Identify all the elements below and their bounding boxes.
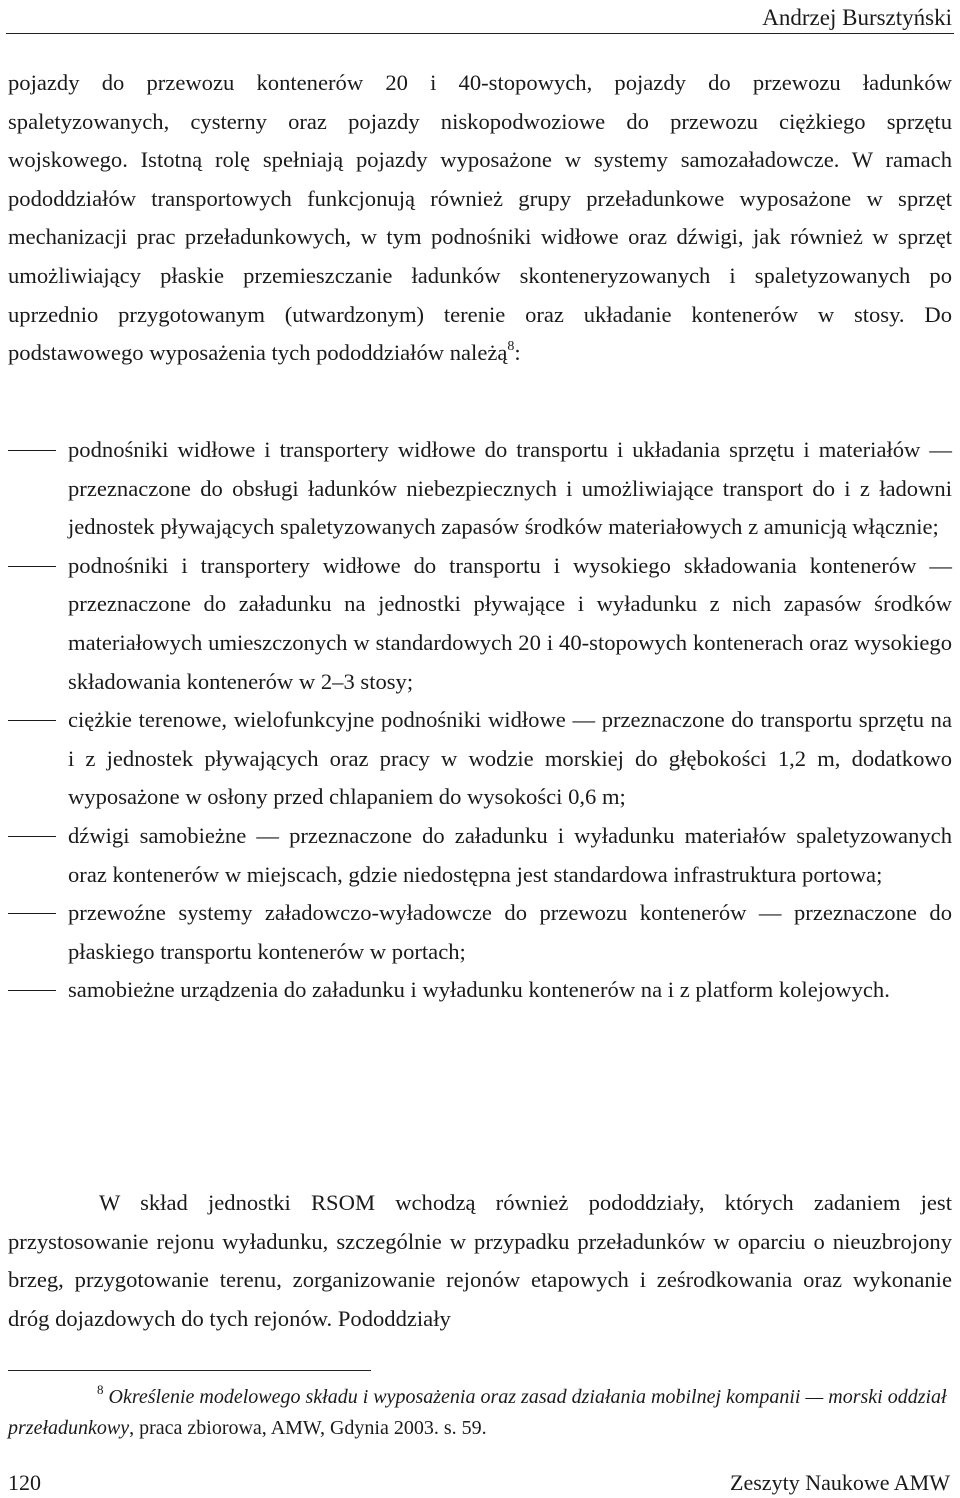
- journal-name: Zeszyty Naukowe AMW: [730, 1470, 950, 1495]
- dash-bullet: [8, 913, 56, 914]
- list-item-text: ciężkie terenowe, wielofunkcyjne podnośniki widłowe — przeznaczone do transportu sprzętu na i z jednostek pływających oraz pracy w wodzie morskiej do głębokości 1,2 m, dodatkowo wyposażone w osłony przed chlapaniem do wysokości 0,6 m;: [68, 707, 952, 810]
- list-item-text: dźwigi samobieżne — przeznaczone do załadunku i wyładunku materiałów spaletyzowanych oraz kontenerów w miejscach, gdzie niedostępna jest standardowa infrastruktura portowa;: [68, 822, 952, 887]
- body-paragraph-1: [8, 64, 952, 373]
- list-item: [8, 701, 952, 817]
- list-item-text: przewoźne systemy załadowczo-wyładowcze do przewozu kontenerów — przeznaczone do płaskiego transportu kontenerów w portach;: [68, 900, 952, 964]
- header-rule: [6, 33, 954, 34]
- list-item-text: podnośniki widłowe i transportery widłowe do transportu i układania sprzętu i materiałów — przeznaczone do obsługi ładunków niebezpiecznych i umożliwiające transport do i z ładowni jednostek pływających spaletyzowanych zapasów środków materiałowych z amunicją włącznie;: [68, 437, 952, 540]
- footnote-reference: 8: [507, 339, 515, 355]
- list-item: [8, 431, 952, 547]
- footnote-source: , praca zbiorowa, AMW, Gdynia 2003. s. 59.: [129, 1417, 487, 1439]
- list-item-text: samobieżne urządzenia do załadunku i wyładunku kontenerów na i z platform kolejowych.: [68, 977, 890, 1003]
- header-author: Andrzej Bursztyński: [762, 5, 952, 30]
- dash-bullet: [8, 566, 56, 567]
- dash-bullet: [8, 720, 56, 721]
- dash-bullet: [8, 836, 56, 837]
- footnote: [8, 1382, 952, 1444]
- list-item-text: podnośniki i transportery widłowe do transportu i wysokiego składowania kontenerów — przeznaczone do załadunku na jednostki pływające i wyładunku z nich zapasów środków materiałowych umieszczonych w standardowych 20 i 40-stopowych kontenerach oraz wysokiego składowania kontenerów w 2–3 stosy;: [68, 552, 952, 694]
- page-number: 120: [8, 1470, 41, 1495]
- list-item: [8, 971, 952, 1010]
- paragraph-1-end: :: [514, 340, 521, 366]
- list-item: [8, 817, 952, 894]
- list-item: [8, 547, 952, 701]
- footnote-number: 8: [97, 1382, 104, 1397]
- equipment-list: [8, 431, 952, 1010]
- footnote-separator: [8, 1370, 371, 1371]
- footnote-title: Określenie modelowego składu i wyposażenia oraz zasad działania mobilnej kompanii — morski oddział przeładunkowy: [8, 1386, 947, 1439]
- body-paragraph-2: W skład jednostki RSOM wchodzą również pododdziały, których zadaniem jest przystosowanie rejonu wyładunku, szczególnie w przypadku przeładunków w oparciu o nieuzbrojony brzeg, przygotowanie terenu, zorganizowanie rejonów etapowych i ześrodkowania oraz wykonanie dróg dojazdowych do tych rejonów. Pododdziały: [8, 1190, 952, 1331]
- paragraph-1-text: pojazdy do przewozu kontenerów 20 i 40-stopowych, pojazdy do przewozu ładunków spaletyzowanych, cysterny oraz pojazdy niskopodwoziowe do przewozu ciężkiego sprzętu wojskowego. Istotną rolę spełniają pojazdy wyposażone w systemy samozaładowcze. W ramach pododdziałów transportowych funkcjonują również grupy przeładunkowe wyposażone w sprzęt mechanizacji prac przeładunkowych, w tym podnośniki widłowe oraz dźwigi, jak również w sprzęt umożliwiający płaskie przemieszczanie ładunków skonteneryzowanych i spaletyzowanych po uprzednio przygotowanym (utwardzonym) terenie oraz układanie kontenerów w stosy. Do podstawowego wyposażenia tych pododdziałów należą: [8, 70, 952, 366]
- dash-bullet: [8, 450, 56, 451]
- list-item: [8, 894, 952, 971]
- dash-bullet: [8, 990, 56, 991]
